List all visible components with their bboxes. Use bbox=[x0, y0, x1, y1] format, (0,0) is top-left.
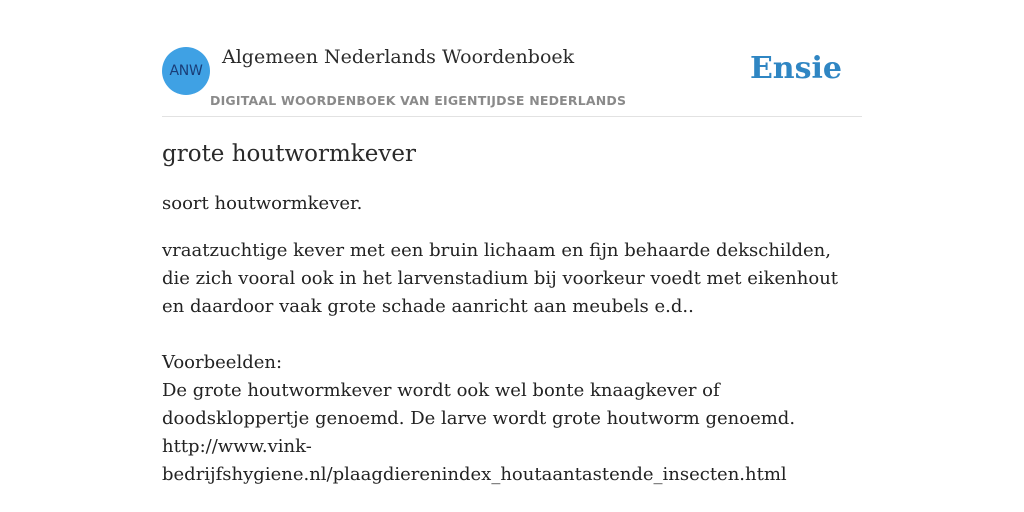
entry-examples bbox=[162, 349, 862, 489]
example-text: De grote houtwormkever wordt ook wel bonte knaagkever of doodskloppertje genoemd. De larve wordt grote houtworm genoemd. bbox=[162, 380, 796, 429]
entry-headword: grote houtwormkever bbox=[162, 141, 416, 167]
entry-sense: soort houtwormkever. bbox=[162, 193, 363, 214]
entry-content bbox=[162, 136, 862, 489]
source-url-line-1: http://www.vink- bbox=[162, 436, 312, 457]
anw-logo[interactable]: ANW bbox=[162, 47, 210, 95]
examples-label: Voorbeelden: bbox=[162, 352, 283, 373]
entry-definition: vraatzuchtige kever met een bruin lichaam en fijn behaarde dekschilden, die zich vooral ook in het larvenstadium bij voorkeur voedt met eikenhout en daardoor vaak grote schade aanricht aan meubels e.d.. bbox=[162, 240, 839, 317]
ensie-brand-logo[interactable]: Ensie bbox=[749, 51, 842, 86]
site-subtitle: DIGITAAL WOORDENBOEK VAN EIGENTIJDSE NEDERLANDS bbox=[210, 93, 627, 108]
header bbox=[162, 40, 862, 117]
site-title[interactable]: Algemeen Nederlands Woordenboek bbox=[222, 46, 575, 68]
source-url-line-2: bedrijfshygiene.nl/plaagdierenindex_houtaantastende_insecten.html bbox=[162, 464, 787, 485]
